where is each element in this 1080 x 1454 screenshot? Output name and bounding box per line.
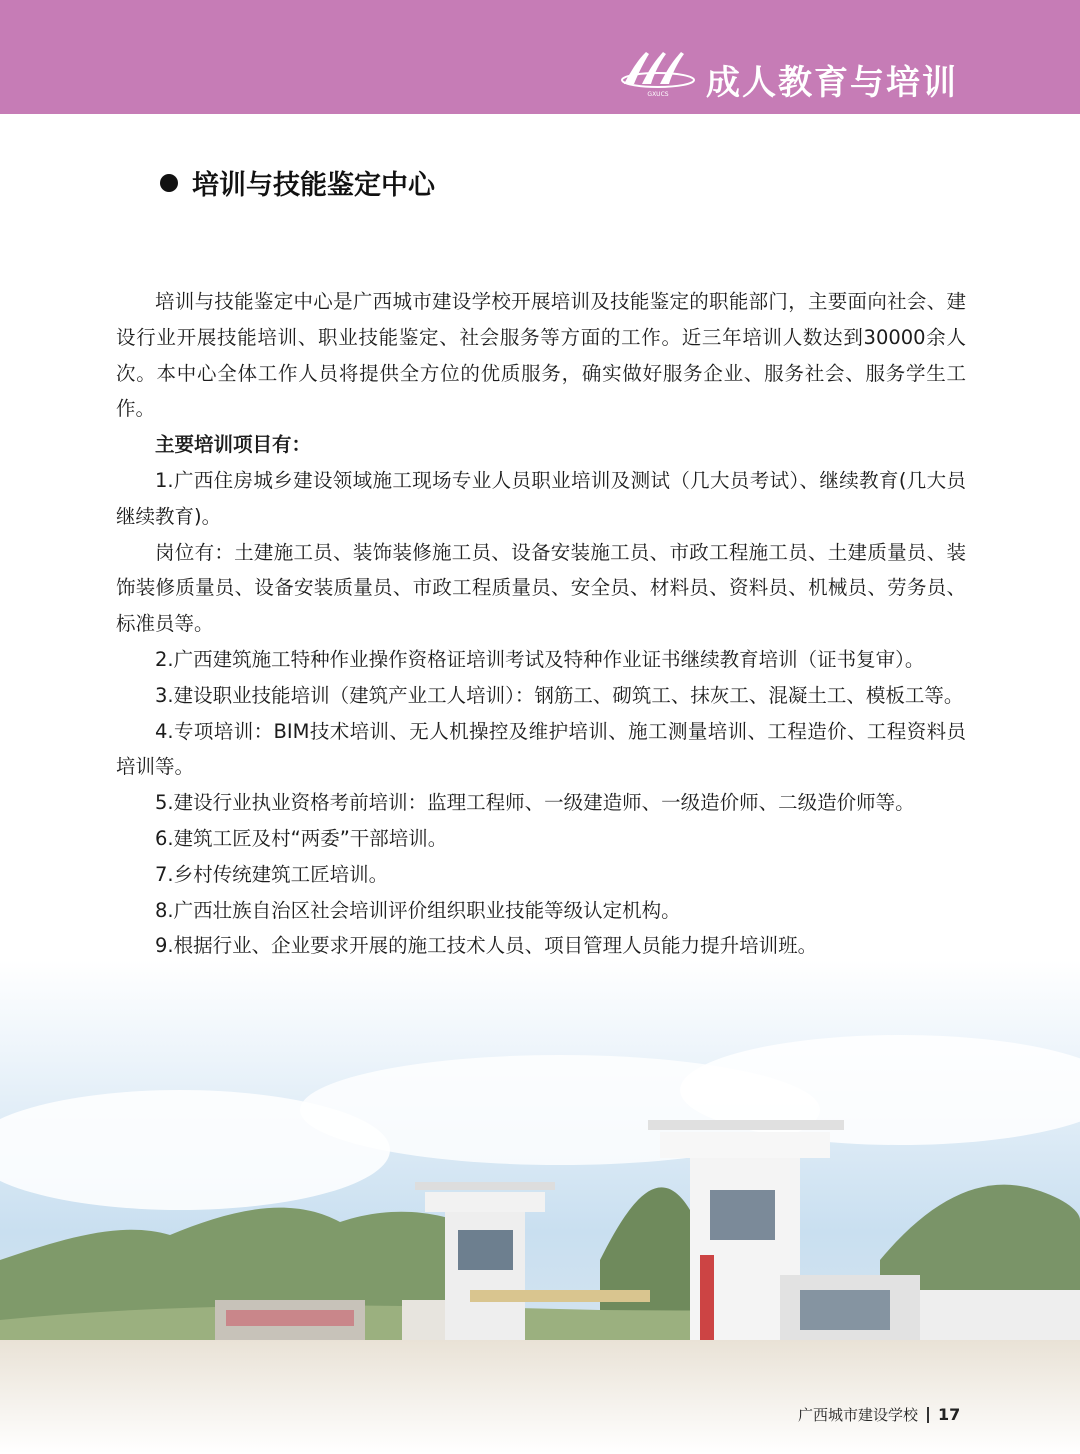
body-text: [116, 284, 966, 964]
paragraph-intro: 培训与技能鉴定中心是广西城市建设学校开展培训及技能鉴定的职能部门，主要面向社会、建设行业开展技能培训、职业技能鉴定、社会服务等方面的工作。近三年培训人数达到30000余人次。本中心全体工作人员将提供全方位的优质服务，确实做好服务企业、服务社会、服务学生工作。: [116, 290, 966, 421]
campus-gate-photo: [0, 960, 1080, 1454]
footer: [798, 1404, 960, 1425]
paragraph-item-9: 9.根据行业、企业要求开展的施工技术人员、项目管理人员能力提升培训班。: [155, 934, 818, 958]
paragraph-item-7: 7.乡村传统建筑工匠培训。: [155, 862, 389, 886]
paragraph-projects-heading: 主要培训项目有：: [155, 433, 312, 457]
paragraph-item-3: 3.建设职业技能培训（建筑产业工人培训）：钢筋工、砌筑工、抹灰工、混凝土工、模板工等。: [155, 683, 964, 707]
page-heading: 培训与技能鉴定中心: [192, 170, 435, 201]
footer-divider: [927, 1407, 929, 1423]
paragraph-item-4: 4.专项培训：BIM技术培训、无人机操控及维护培训、施工测量培训、工程造价、工程资料员培训等。: [116, 719, 966, 779]
paragraph-item-5: 5.建设行业执业资格考前培训：监理工程师、一级建造师、一级造价师、二级造价师等。: [155, 791, 915, 815]
section-title: 成人教育与培训: [706, 63, 958, 103]
paragraph-item-2: 2.广西建筑施工特种作业操作资格证培训考试及特种作业证书继续教育培训（证书复审）。: [155, 647, 925, 671]
page-number: 17: [938, 1405, 961, 1424]
footer-school-name: 广西城市建设学校: [798, 1406, 919, 1424]
paragraph-item-8: 8.广西壮族自治区社会培训评价组织职业技能等级认定机构。: [155, 898, 681, 922]
paragraph-item-1: 1.广西住房城乡建设领域施工现场专业人员职业培训及测试（几大员考试）、继续教育(几大员继续教育)。: [116, 468, 966, 528]
bullet-icon: [160, 174, 178, 192]
school-logo-icon: [618, 46, 698, 100]
paragraph-item-6: 6.建筑工匠及村“两委”干部培训。: [155, 826, 448, 850]
paragraph-positions: 岗位有：土建施工员、装饰装修施工员、设备安装施工员、市政工程施工员、土建质量员、装饰装修质量员、设备安装质量员、市政工程质量员、安全员、材料员、资料员、机械员、劳务员、标准员等。: [116, 540, 966, 636]
logo-caption: GXUCS: [647, 91, 669, 98]
heading-row: [160, 163, 435, 202]
